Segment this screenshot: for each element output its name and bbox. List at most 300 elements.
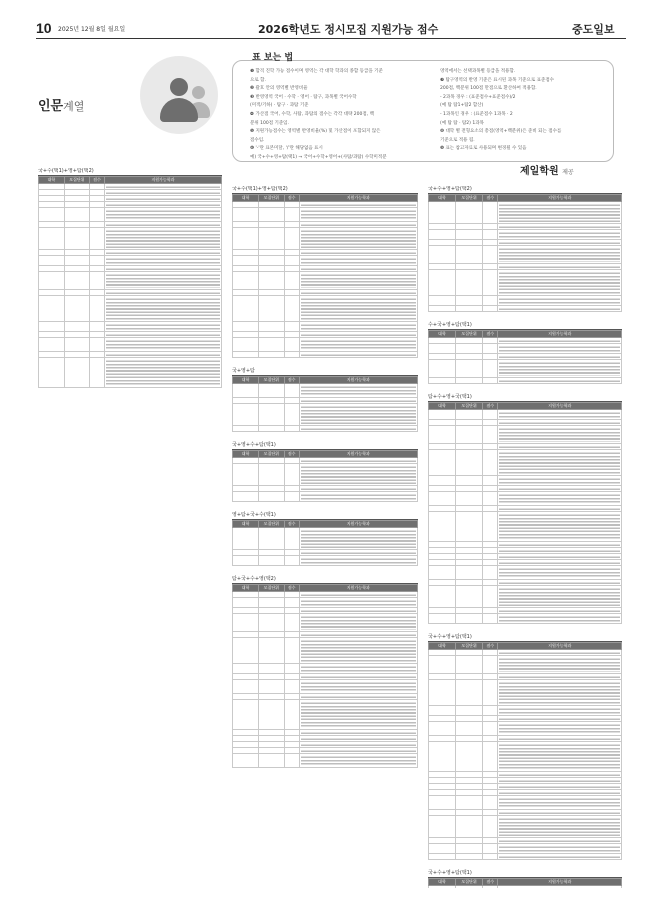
score-table-block <box>232 368 418 432</box>
table-cell <box>64 228 90 250</box>
table-cell <box>104 322 221 332</box>
table-row <box>233 208 418 222</box>
header-rule <box>36 38 626 39</box>
table-cell <box>456 426 483 444</box>
table-cell <box>39 338 65 352</box>
table-cell <box>498 722 622 736</box>
table-cell <box>483 306 498 312</box>
table-header-cell: 대학 <box>233 377 259 384</box>
illegible-text-lines <box>301 633 416 636</box>
table-title: 국+수(택1)+영+탐(택2) <box>232 186 418 194</box>
table-cell <box>429 722 456 736</box>
table-cell <box>64 272 90 290</box>
illegible-text-lines <box>301 529 416 548</box>
table-cell <box>258 208 284 222</box>
table-cell <box>258 664 284 674</box>
illegible-text-lines <box>499 477 620 484</box>
table-cell <box>456 230 483 240</box>
illegible-text-lines <box>499 411 620 418</box>
table-cell <box>483 586 498 608</box>
table-header-cell: 대학 <box>233 585 259 592</box>
table-cell <box>483 492 498 506</box>
table-cell <box>284 528 299 550</box>
table-row <box>233 556 418 566</box>
table-cell <box>233 680 259 694</box>
score-table <box>232 450 418 502</box>
illegible-text-lines <box>499 361 620 376</box>
table-cell <box>284 384 299 398</box>
illegible-text-lines <box>106 297 220 320</box>
table-title: 영+탐+국+수(택1) <box>232 512 418 520</box>
table-row <box>429 844 622 854</box>
table-cell <box>498 360 622 378</box>
table-row <box>429 476 622 486</box>
illegible-text-lines <box>301 749 416 752</box>
illegible-text-lines <box>499 651 620 654</box>
illegible-text-lines <box>499 265 620 268</box>
table-cell <box>299 272 417 290</box>
table-cell <box>498 270 622 296</box>
illegible-text-lines <box>499 615 620 622</box>
notes-line: (미적/기하) · 탐구 · 과탐 기준 <box>250 103 309 109</box>
table-cell <box>456 816 483 838</box>
illegible-text-lines <box>499 231 620 238</box>
illegible-text-lines <box>499 587 620 606</box>
table-cell <box>90 256 105 266</box>
table-cell <box>104 256 221 266</box>
table-cell <box>498 450 622 476</box>
illegible-text-lines <box>106 185 220 188</box>
table-row <box>429 742 622 772</box>
table-cell <box>456 586 483 608</box>
illegible-text-lines <box>301 339 416 350</box>
table-cell <box>456 202 483 224</box>
illegible-text-lines <box>301 557 416 564</box>
notes-line: 영역에서는 선택과목별 등급을 적용함. <box>440 69 516 74</box>
table-row <box>39 256 222 266</box>
notes-line: ❹ 가산점 국어, 수학, 사탐, 과탐의 점수는 각각 대략 200점, 백 <box>250 111 374 117</box>
table-cell <box>258 680 284 694</box>
illegible-text-lines <box>499 845 620 852</box>
table-cell <box>456 796 483 810</box>
illegible-text-lines <box>301 273 416 288</box>
illegible-text-lines <box>301 257 416 264</box>
table-row <box>39 272 222 290</box>
table-row <box>233 338 418 352</box>
section-suffix: 계열 <box>63 100 85 113</box>
illegible-text-lines <box>301 681 416 692</box>
illegible-text-lines <box>499 681 620 704</box>
table-row <box>233 492 418 502</box>
table-cell <box>284 426 299 432</box>
illegible-text-lines <box>499 791 620 794</box>
table-cell <box>498 492 622 506</box>
table-row <box>39 322 222 332</box>
table-cell <box>483 476 498 486</box>
table-row <box>429 722 622 736</box>
table-row <box>39 296 222 322</box>
table-row <box>233 700 418 730</box>
notes-line: - 2과목 경우 : (표준점수+표준점수)/2 <box>440 94 516 100</box>
illegible-text-lines <box>301 405 416 424</box>
illegible-text-lines <box>499 421 620 424</box>
table-header-cell: 점수 <box>284 377 299 384</box>
table-cell <box>104 338 221 352</box>
notes-line: ❻ '-'란 표본미달, '/'란 해당없음 표시 <box>250 146 323 152</box>
notes-line: ❽ 대학 별 전형요소의 총점(영역+백분위)은 준비 되는 점수를 <box>440 129 562 135</box>
table-row <box>233 426 418 432</box>
table-cell <box>299 680 417 694</box>
illegible-text-lines <box>499 855 620 858</box>
table-cell <box>299 528 417 550</box>
table-cell <box>483 566 498 580</box>
table-cell <box>498 246 622 264</box>
table-row <box>233 256 418 266</box>
table-cell <box>498 306 622 312</box>
table-header-cell: 지원가능학과 <box>299 195 417 202</box>
table-cell <box>483 450 498 476</box>
table-title: 탐+국+수+영(택2) <box>232 576 418 584</box>
table-cell <box>233 598 259 608</box>
illegible-text-lines <box>499 707 620 714</box>
table-cell <box>233 528 259 550</box>
table-cell <box>299 296 417 322</box>
notes-line: 예) 국+수+영+탐(택1) → 국어+수학+영어+(사탐/과탐) 수학미적분 <box>250 154 387 160</box>
issue-date: 2025년 12월 8일 월요일 <box>58 26 126 33</box>
table-header-cell: 점수 <box>284 585 299 592</box>
table-cell <box>483 202 498 224</box>
table-header-cell: 모집단위 <box>258 585 284 592</box>
table-header-cell: 모집단위 <box>456 879 483 886</box>
table-cell <box>64 256 90 266</box>
table-header-cell: 지원가능학과 <box>498 331 622 338</box>
table-cell <box>258 614 284 632</box>
table-row <box>233 404 418 426</box>
notes-line: ❶ 합격 진학 가능 점수이며 영역는 각 대학 학과의 종합 등급을 기준 <box>250 69 383 74</box>
table-cell <box>258 404 284 426</box>
table-cell <box>456 680 483 706</box>
table-cell <box>284 404 299 426</box>
table-cell <box>284 700 299 730</box>
table-cell <box>498 854 622 860</box>
table-title: 국+영+탐 <box>232 368 418 376</box>
illegible-text-lines <box>301 665 416 672</box>
table-header-cell: 점수 <box>483 403 498 410</box>
table-cell <box>284 272 299 290</box>
table-row <box>233 614 418 632</box>
table-cell <box>456 450 483 476</box>
table-cell <box>90 208 105 222</box>
table-cell <box>39 256 65 266</box>
table-cell <box>483 722 498 736</box>
illegible-text-lines <box>106 359 220 386</box>
table-cell <box>233 208 259 222</box>
table-cell <box>233 272 259 290</box>
table-cell <box>429 796 456 810</box>
illegible-text-lines <box>301 427 416 430</box>
table-header-cell: 대학 <box>233 451 259 458</box>
table-row <box>39 358 222 388</box>
table-row <box>233 352 418 358</box>
table-cell <box>299 228 417 250</box>
table-header-cell: 점수 <box>284 451 299 458</box>
table-cell <box>456 854 483 860</box>
table-row <box>233 228 418 250</box>
table-cell <box>299 352 417 358</box>
table-header-cell: 대학 <box>429 331 456 338</box>
table-cell <box>498 706 622 716</box>
table-cell <box>299 322 417 332</box>
notes-line: 으로 함. <box>250 77 266 83</box>
table-cell <box>284 228 299 250</box>
table-cell <box>90 338 105 352</box>
table-cell <box>456 296 483 306</box>
table-cell <box>284 352 299 358</box>
table-cell <box>429 296 456 306</box>
table-column-3 <box>428 186 622 888</box>
table-header-cell: 모집단위 <box>64 177 90 184</box>
score-table-block <box>428 186 622 312</box>
illegible-text-lines <box>301 203 416 206</box>
table-row <box>429 614 622 624</box>
table-cell <box>483 378 498 384</box>
notes-line: 점수임. <box>250 137 265 143</box>
table-cell <box>483 844 498 854</box>
illegible-text-lines <box>499 817 620 836</box>
table-header-cell: 모집단위 <box>456 403 483 410</box>
illegible-text-lines <box>499 773 620 776</box>
table-header-cell: 모집단위 <box>456 331 483 338</box>
illegible-text-lines <box>499 203 620 222</box>
illegible-text-lines <box>499 887 620 888</box>
table-cell <box>429 360 456 378</box>
notes-line: 분위 100점 기준임. <box>250 120 289 126</box>
people-in-circle-icon <box>140 56 218 134</box>
table-cell <box>299 556 417 566</box>
table-cell <box>104 272 221 290</box>
table-header-cell: 점수 <box>483 643 498 650</box>
illegible-text-lines <box>301 297 416 320</box>
table-row <box>429 378 622 384</box>
table-row <box>429 492 622 506</box>
illegible-text-lines <box>301 465 416 484</box>
table-header-cell: 모집단위 <box>258 521 284 528</box>
illegible-text-lines <box>106 191 220 194</box>
illegible-text-lines <box>301 593 416 596</box>
table-cell <box>456 656 483 674</box>
illegible-text-lines <box>301 487 416 490</box>
table-cell <box>233 296 259 322</box>
provider-suffix: 제공 <box>562 169 574 176</box>
table-cell <box>258 256 284 266</box>
illegible-text-lines <box>301 229 416 248</box>
table-header-cell: 점수 <box>483 879 498 886</box>
illegible-text-lines <box>499 555 620 558</box>
table-cell <box>233 256 259 266</box>
table-cell <box>456 706 483 716</box>
table-cell <box>233 404 259 426</box>
table-cell <box>299 426 417 432</box>
illegible-text-lines <box>301 399 416 402</box>
illegible-text-lines <box>499 839 620 842</box>
table-cell <box>233 664 259 674</box>
illegible-text-lines <box>301 737 416 740</box>
table-row <box>233 272 418 290</box>
table-row <box>233 464 418 486</box>
illegible-text-lines <box>301 675 416 678</box>
table-cell <box>498 296 622 306</box>
notes-line: (예 탐 탐1+탐2 합산) <box>440 103 484 109</box>
notes-box <box>232 46 624 176</box>
table-header-cell: 대학 <box>39 177 65 184</box>
illegible-text-lines <box>499 445 620 448</box>
table-row <box>429 296 622 306</box>
illegible-text-lines <box>499 737 620 740</box>
table-header-cell: 모집단위 <box>258 377 284 384</box>
table-cell <box>299 208 417 222</box>
table-cell <box>233 638 259 664</box>
table-row <box>429 656 622 674</box>
illegible-text-lines <box>499 785 620 788</box>
table-cell <box>483 742 498 772</box>
table-cell <box>456 476 483 486</box>
table-cell <box>284 208 299 222</box>
table-cell <box>299 338 417 352</box>
table-cell <box>429 512 456 542</box>
table-header-cell: 점수 <box>90 177 105 184</box>
table-cell <box>429 886 456 889</box>
table-header-cell: 대학 <box>233 195 259 202</box>
table-cell <box>64 296 90 322</box>
table-cell <box>483 230 498 240</box>
notes-title: 표 보는 법 <box>252 53 294 63</box>
illegible-text-lines <box>106 267 220 270</box>
illegible-text-lines <box>106 251 220 254</box>
table-cell <box>483 796 498 810</box>
illegible-text-lines <box>301 615 416 630</box>
table-row <box>429 344 622 354</box>
table-cell <box>483 614 498 624</box>
illegible-text-lines <box>301 599 416 606</box>
table-header-cell: 점수 <box>284 521 299 528</box>
illegible-text-lines <box>499 567 620 578</box>
table-cell <box>299 614 417 632</box>
table-header-cell: 대학 <box>429 403 456 410</box>
illegible-text-lines <box>499 297 620 304</box>
table-row <box>233 598 418 608</box>
table-row <box>429 360 622 378</box>
table-cell <box>258 272 284 290</box>
illegible-text-lines <box>499 779 620 782</box>
table-cell <box>456 614 483 624</box>
table-cell <box>258 426 284 432</box>
table-header-cell: 지원가능학과 <box>104 177 221 184</box>
table-header-cell: 점수 <box>284 195 299 202</box>
table-cell <box>483 706 498 716</box>
table-row <box>429 306 622 312</box>
score-table <box>428 642 622 860</box>
illegible-text-lines <box>499 307 620 310</box>
illegible-text-lines <box>301 251 416 254</box>
table-row <box>233 528 418 550</box>
table-cell <box>498 886 622 889</box>
table-cell <box>429 378 456 384</box>
illegible-text-lines <box>499 581 620 584</box>
table-row <box>429 586 622 608</box>
table-cell <box>483 512 498 542</box>
score-table <box>232 584 418 768</box>
score-table-block <box>428 322 622 384</box>
table-row <box>429 680 622 706</box>
notes-line: - 1과목인 경우 : (표준점수 1과목 · 2 <box>440 111 513 117</box>
table-cell <box>498 566 622 580</box>
newspaper-name: 중도일보 <box>572 23 615 36</box>
table-cell <box>284 322 299 332</box>
table-row <box>429 886 622 889</box>
table-cell <box>39 208 65 222</box>
table-title: 국+수(택1)+영+탐(택2) <box>38 168 222 176</box>
table-cell <box>429 742 456 772</box>
score-table-block <box>232 576 418 768</box>
table-cell <box>429 656 456 674</box>
table-cell <box>64 208 90 222</box>
table-cell <box>498 680 622 706</box>
table-header-cell: 지원가능학과 <box>498 643 622 650</box>
table-row <box>39 228 222 250</box>
notes-right-column <box>440 68 608 154</box>
table-cell <box>284 754 299 768</box>
score-table <box>428 878 622 888</box>
page-number: 10 <box>36 20 52 36</box>
table-row <box>429 512 622 542</box>
table-cell <box>258 296 284 322</box>
table-cell <box>90 228 105 250</box>
table-cell <box>456 378 483 384</box>
table-row <box>429 854 622 860</box>
score-table-block <box>232 512 418 566</box>
table-cell <box>64 358 90 388</box>
table-cell <box>429 586 456 608</box>
table-cell <box>258 464 284 486</box>
illegible-text-lines <box>499 797 620 808</box>
table-title: 국+영+수+탐(택1) <box>232 442 418 450</box>
illegible-text-lines <box>499 507 620 510</box>
illegible-text-lines <box>499 811 620 814</box>
table-cell <box>456 360 483 378</box>
table-cell <box>498 378 622 384</box>
illegible-text-lines <box>301 385 416 396</box>
table-cell <box>233 464 259 486</box>
illegible-text-lines <box>106 229 220 248</box>
table-row <box>429 246 622 264</box>
table-row <box>429 566 622 580</box>
table-cell <box>498 656 622 674</box>
table-cell <box>258 598 284 608</box>
table-cell <box>429 410 456 420</box>
table-cell <box>498 844 622 854</box>
table-cell <box>483 886 498 889</box>
table-cell <box>233 384 259 398</box>
table-cell <box>258 228 284 250</box>
table-title: 국+수+영+탐(택1) <box>428 870 622 878</box>
table-cell <box>104 296 221 322</box>
table-cell <box>429 706 456 716</box>
table-cell <box>64 322 90 332</box>
score-table <box>232 520 418 566</box>
table-row <box>39 208 222 222</box>
table-cell <box>429 816 456 838</box>
table-cell <box>104 228 221 250</box>
